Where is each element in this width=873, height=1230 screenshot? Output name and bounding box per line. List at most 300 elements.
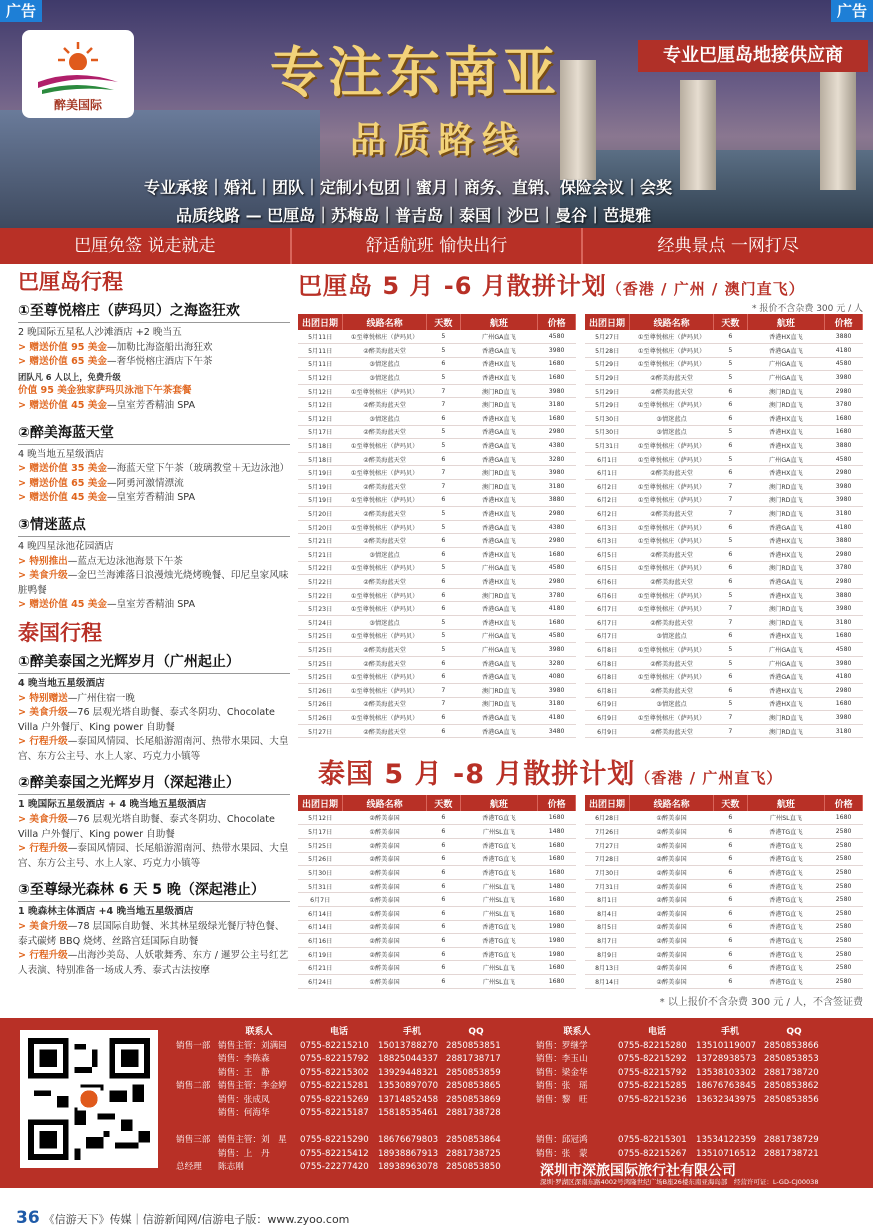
table-cell: 2580 bbox=[825, 839, 863, 853]
table-cell: 广州GA直飞 bbox=[747, 357, 825, 371]
table-cell: ②醉美海蓝天堂 bbox=[342, 534, 426, 548]
thai-schedule-table bbox=[298, 795, 576, 988]
contact-row bbox=[536, 1067, 824, 1081]
contact-row bbox=[536, 1080, 824, 1094]
table-cell: 5 bbox=[714, 643, 747, 657]
table-cell: 香港GA直飞 bbox=[747, 575, 825, 589]
table-row bbox=[585, 852, 863, 866]
table-cell: 3980 bbox=[538, 384, 576, 398]
table-cell: 香港TG直飞 bbox=[747, 866, 825, 880]
table-cell: ②醉美海蓝天堂 bbox=[342, 425, 426, 439]
table-row bbox=[298, 961, 576, 975]
table-cell: 6月6日 bbox=[585, 575, 629, 589]
table-cell: 5月29日 bbox=[585, 357, 629, 371]
table-cell: ②醉美海蓝天堂 bbox=[629, 575, 713, 589]
table-cell: 香港TG直飞 bbox=[747, 852, 825, 866]
table-cell: ②醉美泰国 bbox=[629, 974, 713, 988]
contact-cell: 销售：李玉山 bbox=[536, 1054, 588, 1064]
company-name: 深圳市深旅国际旅行社有限公司 bbox=[540, 1163, 736, 1179]
table-cell: 7 bbox=[427, 697, 460, 711]
package-line bbox=[18, 706, 290, 735]
table-cell: 3780 bbox=[825, 561, 863, 575]
table-cell: 6月28日 bbox=[585, 811, 629, 825]
table-cell: 3880 bbox=[825, 588, 863, 602]
contact-cell: 销售主管：李金婷 bbox=[218, 1081, 287, 1091]
table-cell: 6月16日 bbox=[298, 934, 342, 948]
slogan-item: 经典景点 一网打尽 bbox=[657, 236, 799, 256]
table-row bbox=[585, 480, 863, 494]
contact-cell bbox=[446, 1121, 506, 1135]
table-cell: ③情迷蓝点 bbox=[342, 615, 426, 629]
table-cell: 香港HX直飞 bbox=[747, 412, 825, 426]
package-line bbox=[18, 949, 290, 978]
contact-cell: 13530897070 bbox=[378, 1081, 439, 1091]
contact-cell: 销售：张 蒙 bbox=[536, 1148, 588, 1159]
contact-cell: 0755-82215269 bbox=[300, 1094, 369, 1105]
table-cell: 5月12日 bbox=[298, 371, 342, 385]
table-cell: ②醉美泰国 bbox=[342, 839, 426, 853]
column-header: 出团日期 bbox=[298, 795, 342, 811]
contact-cell bbox=[176, 1067, 218, 1081]
table-cell: 广州GA直飞 bbox=[747, 371, 825, 385]
table-cell: ②醉美海蓝天堂 bbox=[342, 398, 426, 412]
table-cell: 5 bbox=[427, 439, 460, 453]
table-row bbox=[585, 384, 863, 398]
table-cell: 5月25日 bbox=[298, 656, 342, 670]
table-row bbox=[298, 371, 576, 385]
table-row bbox=[298, 683, 576, 697]
table-cell: 6 bbox=[714, 548, 747, 562]
table-header-row bbox=[585, 795, 863, 811]
table-cell: 香港GA直飞 bbox=[747, 344, 825, 358]
column-header: 价格 bbox=[825, 795, 863, 811]
table-cell: 3980 bbox=[825, 711, 863, 725]
table-cell: 1980 bbox=[538, 934, 576, 948]
table-cell: 5月19日 bbox=[298, 480, 342, 494]
table-cell: 6月2日 bbox=[585, 493, 629, 507]
column-header: 价格 bbox=[825, 314, 863, 330]
package-title: ②醉美海蓝天堂 bbox=[18, 422, 290, 445]
contact-cell: 销售：罗继学 bbox=[536, 1040, 588, 1051]
table-cell: 5月27日 bbox=[298, 724, 342, 738]
table-row bbox=[585, 656, 863, 670]
table-cell: ①至尊悦榕庄（萨玛贝） bbox=[342, 466, 426, 480]
contact-cell: 0755-82215187 bbox=[300, 1108, 369, 1118]
table-row bbox=[298, 920, 576, 934]
contact-cell bbox=[176, 1053, 218, 1067]
table-cell: 1980 bbox=[538, 920, 576, 934]
table-cell: 香港HX直飞 bbox=[747, 697, 825, 711]
table-cell: ③情迷蓝点 bbox=[629, 412, 713, 426]
table-row bbox=[298, 534, 576, 548]
table-cell: 香港HX直飞 bbox=[460, 548, 538, 562]
table-cell: ①至尊悦榕庄（萨玛贝） bbox=[629, 520, 713, 534]
table-cell: 澳门RD直飞 bbox=[460, 384, 538, 398]
contact-cell bbox=[536, 1107, 618, 1121]
contact-cell: 销售二部 bbox=[176, 1081, 211, 1091]
table-cell: 6 bbox=[427, 724, 460, 738]
table-cell: 1680 bbox=[538, 548, 576, 562]
contact-cell: 0755-82215292 bbox=[618, 1054, 687, 1064]
table-cell: 3880 bbox=[825, 439, 863, 453]
table-cell: 4580 bbox=[825, 452, 863, 466]
table-cell: 5月31日 bbox=[585, 439, 629, 453]
table-cell: ③情迷蓝点 bbox=[342, 357, 426, 371]
table-row bbox=[585, 344, 863, 358]
table-cell: 5 bbox=[714, 425, 747, 439]
table-cell: 6月5日 bbox=[585, 561, 629, 575]
column-header: 航班 bbox=[747, 314, 825, 330]
package-line bbox=[18, 569, 290, 598]
table-cell: 3880 bbox=[825, 534, 863, 548]
table-cell: 5 bbox=[714, 697, 747, 711]
contact-cell: 2850853862 bbox=[764, 1081, 819, 1091]
column-header: 线路名称 bbox=[629, 314, 713, 330]
table-cell: 3980 bbox=[538, 683, 576, 697]
package-highlight: > 赠送价值 65 美金 bbox=[18, 356, 107, 368]
table-row bbox=[585, 629, 863, 643]
table-cell: 6 bbox=[714, 852, 747, 866]
package-title: ①醉美泰国之光辉岁月（广州起止） bbox=[18, 651, 290, 674]
table-cell: ①至尊悦榕庄（萨玛贝） bbox=[629, 588, 713, 602]
package-text: —加勒比海盗船出海狂欢 bbox=[106, 341, 213, 353]
table-row bbox=[585, 934, 863, 948]
table-row bbox=[298, 906, 576, 920]
package-line bbox=[18, 735, 290, 764]
contact-cell bbox=[378, 1121, 446, 1135]
table-cell: 广州GA直飞 bbox=[460, 643, 538, 657]
bali-schedule-table bbox=[585, 314, 863, 738]
table-cell: 5 bbox=[427, 425, 460, 439]
table-cell: 2980 bbox=[538, 575, 576, 589]
package-text: —76 层观光塔自助餐、泰式冬阴功、Chocolate Villa 户外餐厅、King power 自助餐 bbox=[18, 814, 275, 840]
table-cell: 5月22日 bbox=[298, 575, 342, 589]
table-row bbox=[298, 866, 576, 880]
table-cell: 5月19日 bbox=[298, 493, 342, 507]
table-cell: 6月21日 bbox=[298, 961, 342, 975]
table-cell: 4180 bbox=[825, 670, 863, 684]
table-cell: 5月11日 bbox=[298, 330, 342, 344]
package-text: —阿勇河激情漂流 bbox=[106, 477, 184, 489]
table-cell: 5 bbox=[427, 643, 460, 657]
table-cell: 1680 bbox=[825, 425, 863, 439]
table-row bbox=[585, 357, 863, 371]
column-header: 天数 bbox=[427, 795, 460, 811]
table-cell: ②醉美泰国 bbox=[629, 839, 713, 853]
table-cell: 3180 bbox=[825, 507, 863, 521]
table-cell: 7 bbox=[427, 384, 460, 398]
table-row bbox=[585, 683, 863, 697]
table-cell: ②醉美海蓝天堂 bbox=[342, 480, 426, 494]
table-cell: ③情迷蓝点 bbox=[342, 412, 426, 426]
table-cell: 香港GA直飞 bbox=[460, 670, 538, 684]
table-row bbox=[585, 724, 863, 738]
package-highlight: > 行程升级 bbox=[18, 736, 68, 748]
package-line bbox=[18, 842, 290, 871]
table-row bbox=[585, 711, 863, 725]
table-row bbox=[585, 615, 863, 629]
table-cell: 6 bbox=[427, 412, 460, 426]
table-cell: 7月27日 bbox=[585, 839, 629, 853]
package-text: 4 晚四星泳池花园酒店 bbox=[18, 540, 114, 552]
table-cell: 6 bbox=[714, 825, 747, 839]
table-cell: 8月1日 bbox=[585, 893, 629, 907]
table-cell: 香港TG直飞 bbox=[747, 961, 825, 975]
table-cell: 2980 bbox=[825, 466, 863, 480]
table-cell: 6月8日 bbox=[585, 670, 629, 684]
spacer bbox=[18, 506, 290, 514]
table-cell: 2580 bbox=[825, 825, 863, 839]
table-row bbox=[298, 811, 576, 825]
contact-cell: 0755-82215236 bbox=[618, 1094, 687, 1105]
table-row bbox=[585, 588, 863, 602]
table-cell: 5月30日 bbox=[585, 412, 629, 426]
qr-code bbox=[20, 1030, 158, 1168]
table-cell: 3980 bbox=[825, 656, 863, 670]
package-highlight: > 特别推出 bbox=[18, 555, 68, 567]
package-text: —皇室芳香精油 SPA bbox=[106, 492, 196, 504]
contact-row bbox=[176, 1053, 506, 1067]
table-cell: ①至尊悦榕庄（萨玛贝） bbox=[342, 384, 426, 398]
table-row bbox=[298, 588, 576, 602]
table-cell: 香港HX直飞 bbox=[460, 615, 538, 629]
table-cell: 3280 bbox=[538, 656, 576, 670]
table-cell: 5月26日 bbox=[298, 683, 342, 697]
table-cell: 5月22日 bbox=[298, 588, 342, 602]
table-cell: 6月9日 bbox=[585, 724, 629, 738]
table-cell: 7月31日 bbox=[585, 879, 629, 893]
table-cell: 8月13日 bbox=[585, 961, 629, 975]
table-cell: 6月2日 bbox=[585, 507, 629, 521]
table-cell: ②醉美海蓝天堂 bbox=[629, 724, 713, 738]
table-row bbox=[585, 439, 863, 453]
table-row bbox=[585, 561, 863, 575]
table-cell: ②醉美泰国 bbox=[629, 906, 713, 920]
table-cell: 6 bbox=[714, 893, 747, 907]
contact-cell: 0755-82215285 bbox=[618, 1081, 687, 1091]
table-cell: 7月30日 bbox=[585, 866, 629, 880]
table-cell: 7 bbox=[714, 724, 747, 738]
table-cell: ①至尊悦榕庄（萨玛贝） bbox=[629, 330, 713, 344]
table-cell: ①至尊悦榕庄（萨玛贝） bbox=[342, 588, 426, 602]
package-line bbox=[18, 813, 290, 842]
table-cell: 5月21日 bbox=[298, 548, 342, 562]
table-cell: 香港TG直飞 bbox=[460, 811, 538, 825]
table-cell: 7 bbox=[714, 615, 747, 629]
table-cell: 广州GA直飞 bbox=[747, 656, 825, 670]
table-cell: ②醉美泰国 bbox=[629, 879, 713, 893]
table-cell: 4580 bbox=[538, 629, 576, 643]
package-highlight: > 美食升级 bbox=[18, 570, 68, 582]
table-cell: 广州GA直飞 bbox=[747, 643, 825, 657]
table-cell: ②醉美泰国 bbox=[342, 852, 426, 866]
table-cell: 6月7日 bbox=[298, 893, 342, 907]
package-text: —泰国风情园、长尾船游湄南河、热带水果园、大皇宫、东方公主号、水上人家、巧克力小镇等 bbox=[18, 843, 289, 869]
table-cell: 6 bbox=[714, 439, 747, 453]
table-row bbox=[298, 629, 576, 643]
contact-cell: 0755-82215210 bbox=[300, 1040, 369, 1051]
table-cell: 6 bbox=[714, 384, 747, 398]
contact-cell: 2850853851 bbox=[446, 1040, 501, 1051]
column-header: 线路名称 bbox=[342, 795, 426, 811]
table-cell: 4580 bbox=[825, 357, 863, 371]
table-cell: 6月9日 bbox=[585, 711, 629, 725]
table-cell: 6 bbox=[714, 811, 747, 825]
table-cell: 2980 bbox=[538, 507, 576, 521]
contact-cell bbox=[696, 1121, 764, 1135]
contact-row bbox=[176, 1067, 506, 1081]
table-cell: 6 bbox=[427, 534, 460, 548]
package-line bbox=[18, 540, 290, 555]
contact-cell bbox=[618, 1107, 696, 1121]
table-cell: 香港GA直飞 bbox=[460, 425, 538, 439]
table-cell: 4080 bbox=[538, 670, 576, 684]
table-cell: 香港HX直飞 bbox=[747, 588, 825, 602]
table-cell: 6 bbox=[714, 961, 747, 975]
table-cell: 7 bbox=[427, 480, 460, 494]
table-cell: 1680 bbox=[825, 412, 863, 426]
package-line bbox=[18, 555, 290, 570]
package-line bbox=[18, 692, 290, 707]
table-cell: 7 bbox=[714, 602, 747, 616]
table-cell: 2580 bbox=[825, 866, 863, 880]
table-cell: 6月9日 bbox=[585, 697, 629, 711]
package-highlight: > 赠送价值 45 美金 bbox=[18, 492, 107, 504]
table-cell: ②醉美海蓝天堂 bbox=[342, 643, 426, 657]
contact-row bbox=[536, 1121, 824, 1135]
table-cell: 3980 bbox=[825, 602, 863, 616]
table-cell: 3980 bbox=[538, 643, 576, 657]
package-line bbox=[18, 920, 290, 949]
contact-cell bbox=[176, 1121, 218, 1135]
table-cell: 5 bbox=[714, 357, 747, 371]
table-cell: ①至尊悦榕庄（萨玛贝） bbox=[629, 493, 713, 507]
stone-pillar bbox=[820, 70, 856, 190]
table-cell: 澳门RD直飞 bbox=[460, 398, 538, 412]
table-cell: 8月7日 bbox=[585, 934, 629, 948]
table-cell: 6 bbox=[427, 656, 460, 670]
table-cell: ①至尊悦榕庄（萨玛贝） bbox=[629, 670, 713, 684]
table-cell: ③情迷蓝点 bbox=[342, 548, 426, 562]
table-cell: 香港HX直飞 bbox=[747, 534, 825, 548]
contact-cell: 13510119007 bbox=[696, 1040, 757, 1051]
column-header: 出团日期 bbox=[585, 795, 629, 811]
table-row bbox=[585, 947, 863, 961]
package-highlight: > 美食升级 bbox=[18, 814, 68, 826]
table-cell: 澳门RD直飞 bbox=[747, 615, 825, 629]
table-cell: 6月2日 bbox=[585, 480, 629, 494]
contact-cell: 0755-82215301 bbox=[618, 1135, 687, 1145]
table-cell: ①至尊悦榕庄（萨玛贝） bbox=[629, 398, 713, 412]
table-cell: 香港GA直飞 bbox=[460, 711, 538, 725]
column-header: 出团日期 bbox=[585, 314, 629, 330]
contact-cell bbox=[536, 1121, 618, 1135]
table-cell: 6 bbox=[427, 670, 460, 684]
table-cell: 6月14日 bbox=[298, 906, 342, 920]
table-cell: 6 bbox=[427, 811, 460, 825]
package-highlight: 价值 95 美金独家萨玛贝泳池下午茶套餐 bbox=[18, 385, 192, 397]
table-cell: 5月30日 bbox=[585, 425, 629, 439]
package-text: 1 晚国际五星级酒店 + 4 晚当地五星级酒店 bbox=[18, 799, 207, 811]
table-cell: 6 bbox=[427, 357, 460, 371]
table-cell: 6 bbox=[427, 961, 460, 975]
package-text: —皇室芳香精油 SPA bbox=[106, 399, 196, 411]
table-cell: 6 bbox=[714, 866, 747, 880]
table-cell: 澳门RD直飞 bbox=[747, 493, 825, 507]
package-line bbox=[18, 677, 290, 692]
contact-cell: 18676679803 bbox=[378, 1135, 439, 1145]
contact-cell: 销售：上 丹 bbox=[218, 1148, 270, 1159]
table-cell: 6月24日 bbox=[298, 974, 342, 988]
package-line bbox=[18, 462, 290, 477]
package-text: 1 晚森林主体酒店 +4 晚当地五星级酒店 bbox=[18, 906, 194, 918]
table-cell: 香港TG直飞 bbox=[460, 947, 538, 961]
table-cell: 2580 bbox=[825, 934, 863, 948]
table-row bbox=[585, 602, 863, 616]
package-title: ③情迷蓝点 bbox=[18, 514, 290, 537]
table-cell: ①至尊悦榕庄（萨玛贝） bbox=[342, 711, 426, 725]
table-cell: 2980 bbox=[825, 384, 863, 398]
table-cell: 香港HX直飞 bbox=[460, 575, 538, 589]
package-title: ③至尊绿光森林 6 天 5 晚（深起港止） bbox=[18, 879, 290, 902]
table-cell: ②醉美海蓝天堂 bbox=[342, 507, 426, 521]
thai-tables bbox=[298, 795, 863, 988]
contact-cell: 销售：梁金华 bbox=[536, 1067, 588, 1078]
slogan-strip bbox=[0, 228, 873, 264]
table-cell: ②醉美海蓝天堂 bbox=[342, 452, 426, 466]
contact-row bbox=[176, 1134, 506, 1148]
package-line bbox=[18, 798, 290, 813]
table-cell: ②醉美海蓝天堂 bbox=[629, 384, 713, 398]
table-cell: 2980 bbox=[538, 425, 576, 439]
table-cell: 7 bbox=[714, 493, 747, 507]
table-cell: ①至尊悦榕庄（萨玛贝） bbox=[342, 493, 426, 507]
table-cell: 澳门RD直飞 bbox=[460, 697, 538, 711]
table-cell: ②醉美泰国 bbox=[342, 920, 426, 934]
table-row bbox=[585, 961, 863, 975]
table-cell: 广州GA直飞 bbox=[747, 452, 825, 466]
publication-info: 《信游天下》传媒｜信游新闻网/信游电子版：www.zyoo.com bbox=[43, 1213, 350, 1226]
table-cell: 1680 bbox=[538, 974, 576, 988]
table-cell: 香港GA直飞 bbox=[460, 534, 538, 548]
contact-cell: 0755-82215290 bbox=[300, 1135, 369, 1145]
table-cell: 6月8日 bbox=[585, 683, 629, 697]
column-header: 线路名称 bbox=[342, 314, 426, 330]
contact-cell: 销售：张 瑶 bbox=[536, 1081, 588, 1091]
section-title: 巴厘岛行程 bbox=[18, 270, 123, 294]
table-cell: 4180 bbox=[825, 344, 863, 358]
table-cell: 6 bbox=[714, 466, 747, 480]
table-cell: 5 bbox=[427, 629, 460, 643]
contact-header bbox=[176, 1026, 218, 1040]
contact-row bbox=[536, 1107, 824, 1121]
table-cell: 4180 bbox=[538, 602, 576, 616]
contact-cell: 2881738720 bbox=[764, 1067, 819, 1078]
contact-row bbox=[536, 1134, 824, 1148]
table-cell: ①醉美泰国 bbox=[342, 893, 426, 907]
page-number: 36 bbox=[16, 1208, 40, 1228]
table-cell: 6 bbox=[427, 493, 460, 507]
package-text: —出海沙美岛、人妖歌舞秀、东方 / 暹罗公主号红艺人表演、特别准备一场成人秀、泰式古法按摩 bbox=[18, 950, 289, 976]
package-highlight: > 美食升级 bbox=[18, 921, 68, 933]
contact-cell: 总经理 bbox=[176, 1162, 202, 1172]
table-cell: 3880 bbox=[538, 493, 576, 507]
table-cell: 澳门RD直飞 bbox=[460, 480, 538, 494]
contact-cell: 2850853850 bbox=[446, 1162, 501, 1172]
logo-name: 醉美国际 bbox=[53, 98, 102, 112]
supplier-badge: 专业巴厘岛地接供应商 bbox=[638, 40, 868, 72]
contact-cell: 销售三部 bbox=[176, 1135, 211, 1145]
